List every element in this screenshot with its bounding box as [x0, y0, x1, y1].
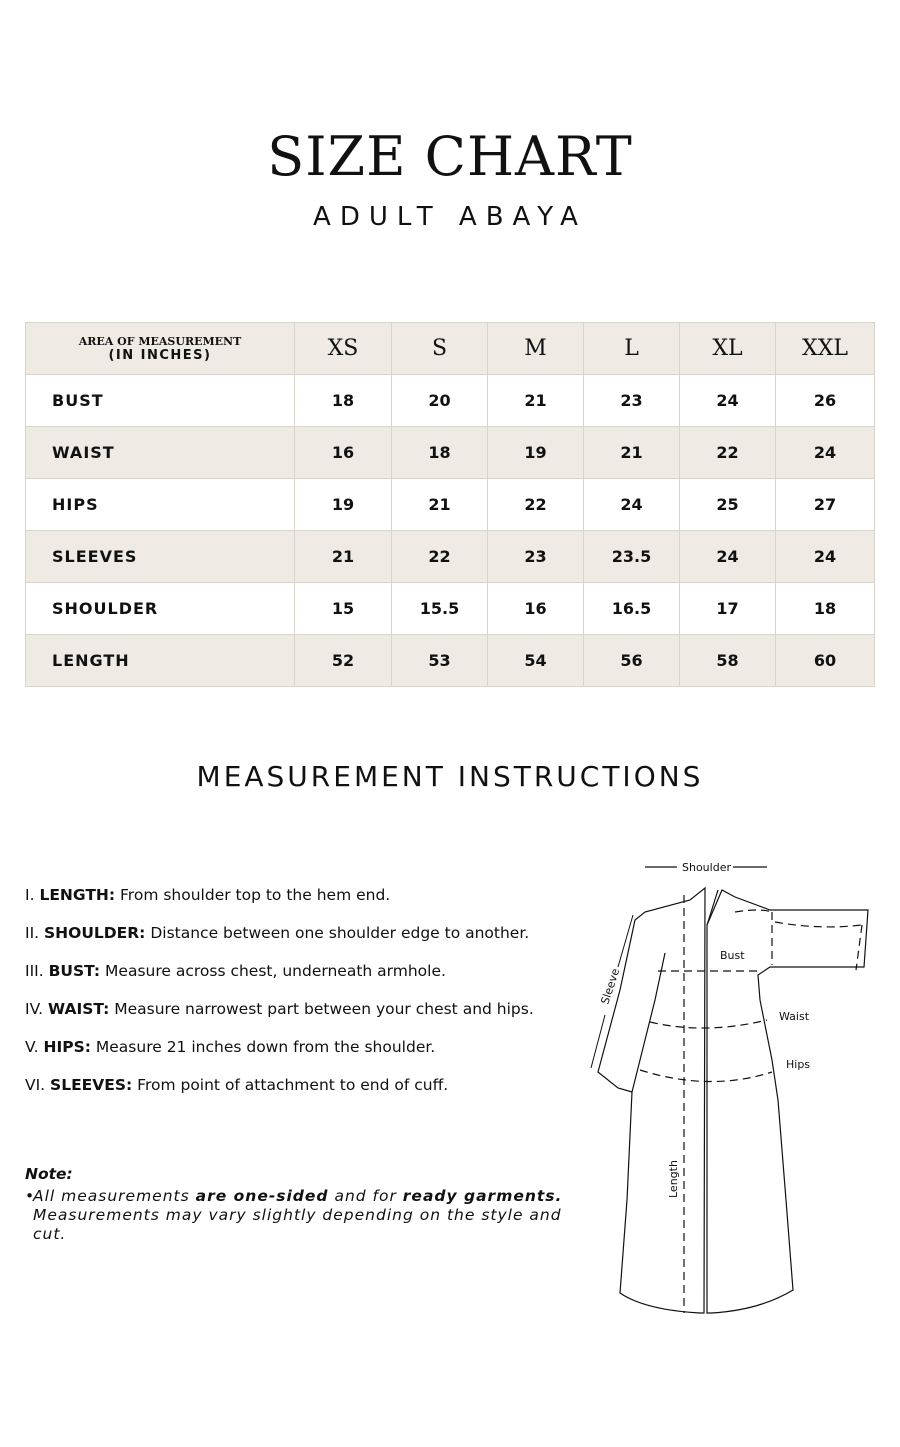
table-cell: 20 [392, 375, 488, 427]
note-emphasis: are one-sided [195, 1187, 329, 1205]
item-number: I. [25, 886, 35, 904]
abaya-diagram [585, 850, 885, 1320]
page-title: SIZE CHART [267, 125, 633, 188]
bullet-dot: • [25, 1187, 36, 1205]
note-text [33, 1187, 565, 1244]
item-key: LENGTH: [39, 886, 116, 904]
table-cell: 22 [392, 531, 488, 583]
item-text: Measure narrowest part between your chest and hips. [114, 1000, 534, 1018]
table-cell: 24 [680, 375, 776, 427]
length-label: Length [667, 1160, 680, 1198]
table-cell: 16.5 [584, 583, 680, 635]
instructions-title: MEASUREMENT INSTRUCTIONS [196, 760, 704, 793]
sleeve-cuff-line [775, 922, 862, 927]
item-text: Measure 21 inches down from the shoulder. [95, 1038, 436, 1056]
table-cell: 54 [488, 635, 584, 687]
note-text-part: and for [328, 1187, 403, 1205]
size-header: S [392, 323, 488, 375]
table-cell: 21 [392, 479, 488, 531]
size-header: M [488, 323, 584, 375]
row-label: HIPS [26, 479, 295, 531]
table-cell: 16 [488, 583, 584, 635]
table-row [26, 583, 875, 635]
note-block [25, 1165, 565, 1244]
hips-line [640, 1070, 772, 1082]
table-cell: 26 [776, 375, 875, 427]
size-header: XS [295, 323, 392, 375]
header-area-line2: (IN INCHES) [108, 347, 212, 363]
table-cell: 17 [680, 583, 776, 635]
item-text: From shoulder top to the hem end. [120, 886, 391, 904]
sleeve-label: Sleeve [598, 966, 623, 1006]
collar-edge [707, 890, 718, 925]
note-bullet [25, 1187, 565, 1244]
item-text: Measure across chest, underneath armhole. [105, 962, 446, 980]
table-cell: 60 [776, 635, 875, 687]
list-item [25, 885, 585, 923]
table-row [26, 427, 875, 479]
table-cell: 24 [776, 531, 875, 583]
left-panel-outline [598, 888, 705, 1313]
table-cell: 53 [392, 635, 488, 687]
sleeve-end-line [856, 925, 862, 970]
item-number: V. [25, 1038, 39, 1056]
table-cell: 24 [584, 479, 680, 531]
table-row [26, 635, 875, 687]
item-key: BUST: [48, 962, 101, 980]
note-emphasis: ready garments. [402, 1187, 563, 1205]
sleeve-measure-line [591, 1015, 605, 1068]
item-key: SLEEVES: [50, 1076, 133, 1094]
table-cell: 25 [680, 479, 776, 531]
table-cell: 52 [295, 635, 392, 687]
waist-line [650, 1020, 767, 1028]
table-cell: 58 [680, 635, 776, 687]
note-text-part: All measurements [33, 1187, 196, 1205]
table-header-area [26, 323, 295, 375]
table-cell: 18 [392, 427, 488, 479]
table-cell: 23.5 [584, 531, 680, 583]
sleeve-inner-edge [632, 953, 665, 1092]
table-cell: 56 [584, 635, 680, 687]
table-cell: 21 [584, 427, 680, 479]
table-cell: 27 [776, 479, 875, 531]
shoulder-label: Shoulder [682, 861, 731, 874]
list-item [25, 923, 585, 961]
table-row [26, 531, 875, 583]
row-label: LENGTH [26, 635, 295, 687]
table-header-row [26, 323, 875, 375]
list-item [25, 999, 585, 1037]
table-cell: 15.5 [392, 583, 488, 635]
page-subtitle: ADULT ABAYA [313, 202, 587, 232]
note-text-part: Measurements may vary slightly depending on the style and cut. [33, 1206, 562, 1243]
table-cell: 24 [680, 531, 776, 583]
item-text: Distance between one shoulder edge to another. [150, 924, 530, 942]
item-key: WAIST: [48, 1000, 110, 1018]
table-cell: 23 [488, 531, 584, 583]
header-area-line1: AREA OF MEASUREMENT [78, 334, 242, 348]
size-header: L [584, 323, 680, 375]
shoulder-seam [735, 910, 772, 912]
list-item [25, 1037, 585, 1075]
table-cell: 19 [488, 427, 584, 479]
item-text: From point of attachment to end of cuff. [137, 1076, 449, 1094]
table-cell: 22 [680, 427, 776, 479]
table-cell: 18 [295, 375, 392, 427]
table-cell: 23 [584, 375, 680, 427]
table-row [26, 479, 875, 531]
item-key: SHOULDER: [44, 924, 146, 942]
item-key: HIPS: [43, 1038, 91, 1056]
row-label: SHOULDER [26, 583, 295, 635]
size-header: XL [680, 323, 776, 375]
list-item [25, 961, 585, 999]
size-header: XXL [776, 323, 875, 375]
hips-label: Hips [786, 1058, 811, 1071]
instructions-list [25, 885, 585, 1113]
row-label: WAIST [26, 427, 295, 479]
table-cell: 22 [488, 479, 584, 531]
note-title: Note: [25, 1165, 73, 1183]
bust-label: Bust [720, 949, 745, 962]
item-number: II. [25, 924, 40, 942]
row-label: SLEEVES [26, 531, 295, 583]
table-cell: 19 [295, 479, 392, 531]
waist-label: Waist [779, 1010, 810, 1023]
table-cell: 15 [295, 583, 392, 635]
item-number: III. [25, 962, 44, 980]
item-number: VI. [25, 1076, 46, 1094]
table-cell: 18 [776, 583, 875, 635]
table-cell: 16 [295, 427, 392, 479]
table-cell: 24 [776, 427, 875, 479]
list-item [25, 1075, 585, 1113]
row-label: BUST [26, 375, 295, 427]
item-number: IV. [25, 1000, 44, 1018]
table-cell: 21 [295, 531, 392, 583]
size-table [25, 322, 875, 687]
table-row [26, 375, 875, 427]
table-cell: 21 [488, 375, 584, 427]
